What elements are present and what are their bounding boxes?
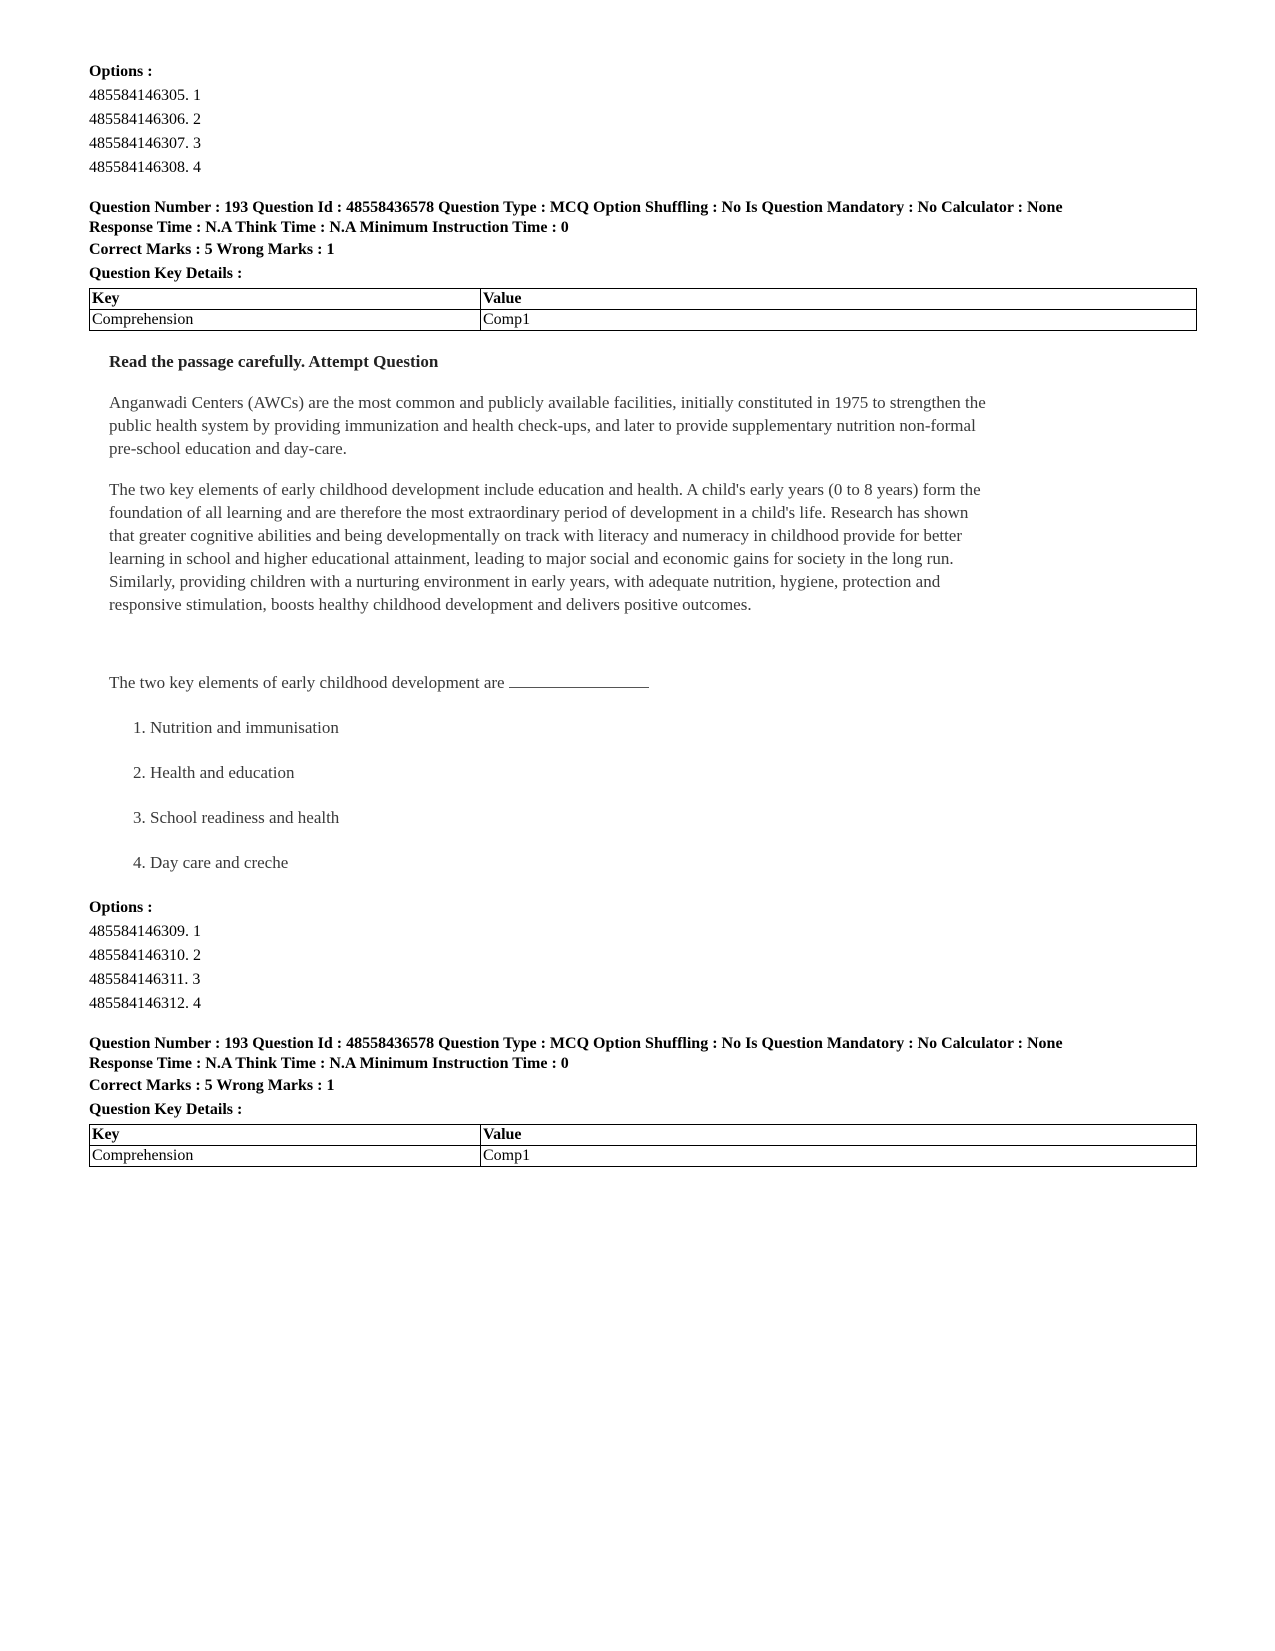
table-cell-key: Comprehension bbox=[90, 1146, 481, 1167]
option-item: 485584146309. 1 bbox=[89, 923, 201, 940]
option-item: 485584146307. 3 bbox=[89, 135, 201, 152]
option-item: 485584146310. 2 bbox=[89, 947, 201, 964]
key-details-table bbox=[89, 288, 1197, 331]
option-item: 485584146306. 2 bbox=[89, 111, 201, 128]
table-row bbox=[90, 310, 1197, 331]
response-time-line: Response Time : N.A Think Time : N.A Minimum Instruction Time : 0 bbox=[89, 1055, 569, 1072]
table-header-key: Key bbox=[90, 1125, 481, 1146]
option-item: 485584146311. 3 bbox=[89, 971, 201, 988]
choice-item: 3. School readiness and health bbox=[133, 808, 340, 827]
choice-item: 2. Health and education bbox=[133, 763, 295, 782]
option-item: 485584146308. 4 bbox=[89, 159, 201, 176]
table-header-key: Key bbox=[90, 289, 481, 310]
passage-paragraph-1: Anganwadi Centers (AWCs) are the most common and publicly available facilities, initially constituted in 1975 to strengthen the public health system by providing immunization and health check-ups, and later to provide supplementary nutrition non-formal pre-school education and day-care. bbox=[109, 393, 986, 458]
choice-item: 4. Day care and creche bbox=[133, 853, 289, 872]
passage-question-text: The two key elements of early childhood development are bbox=[109, 673, 505, 692]
passage-paragraph-2: The two key elements of early childhood development include education and health. A child's early years (0 to 8 years) form the foundation of all learning and are therefore the most extraordinary period of development in a child's life. Research has shown that greater cognitive abilities and being developmentally on track with literacy and numeracy in childhood provide for better learning in school and higher educational attainment, leading to major social and economic gains for society in the long run. Similarly, providing children with a nurturing environment in early years, with adequate nutrition, hygiene, protection and responsive stimulation, boosts healthy childhood development and delivers positive outcomes. bbox=[109, 480, 981, 614]
marks-line: Correct Marks : 5 Wrong Marks : 1 bbox=[89, 1077, 335, 1094]
options-label: Options : bbox=[89, 63, 153, 80]
key-details-table bbox=[89, 1124, 1197, 1167]
table-header-value: Value bbox=[481, 289, 1197, 310]
question-meta-line: Question Number : 193 Question Id : 48558436578 Question Type : MCQ Option Shuffling : No Is Question Mandatory : No Calculator : None bbox=[89, 1035, 1063, 1052]
question-meta-line: Question Number : 193 Question Id : 48558436578 Question Type : MCQ Option Shuffling : No Is Question Mandatory : No Calculator : None bbox=[89, 199, 1063, 216]
table-header-row bbox=[90, 289, 1197, 310]
key-details-label: Question Key Details : bbox=[89, 265, 243, 282]
choice-item: 1. Nutrition and immunisation bbox=[133, 718, 339, 737]
marks-line: Correct Marks : 5 Wrong Marks : 1 bbox=[89, 241, 335, 258]
question-meta-2 bbox=[89, 1034, 1199, 1167]
table-row bbox=[90, 1146, 1197, 1167]
option-item: 485584146312. 4 bbox=[89, 995, 201, 1012]
options-block-1 bbox=[89, 60, 1199, 180]
key-details-label: Question Key Details : bbox=[89, 1101, 243, 1118]
answer-blank bbox=[509, 673, 649, 688]
question-meta-1 bbox=[89, 198, 1199, 331]
passage-question bbox=[109, 671, 989, 694]
option-item: 485584146305. 1 bbox=[89, 87, 201, 104]
table-cell-key: Comprehension bbox=[90, 310, 481, 331]
passage-image bbox=[109, 351, 1199, 875]
passage-title: Read the passage carefully. Attempt Question bbox=[109, 352, 439, 371]
document-page bbox=[89, 60, 1199, 1167]
table-cell-value: Comp1 bbox=[481, 310, 1197, 331]
options-label: Options : bbox=[89, 899, 153, 916]
table-header-row bbox=[90, 1125, 1197, 1146]
table-header-value: Value bbox=[481, 1125, 1197, 1146]
response-time-line: Response Time : N.A Think Time : N.A Minimum Instruction Time : 0 bbox=[89, 219, 569, 236]
table-cell-value: Comp1 bbox=[481, 1146, 1197, 1167]
options-block-2 bbox=[89, 896, 1199, 1016]
